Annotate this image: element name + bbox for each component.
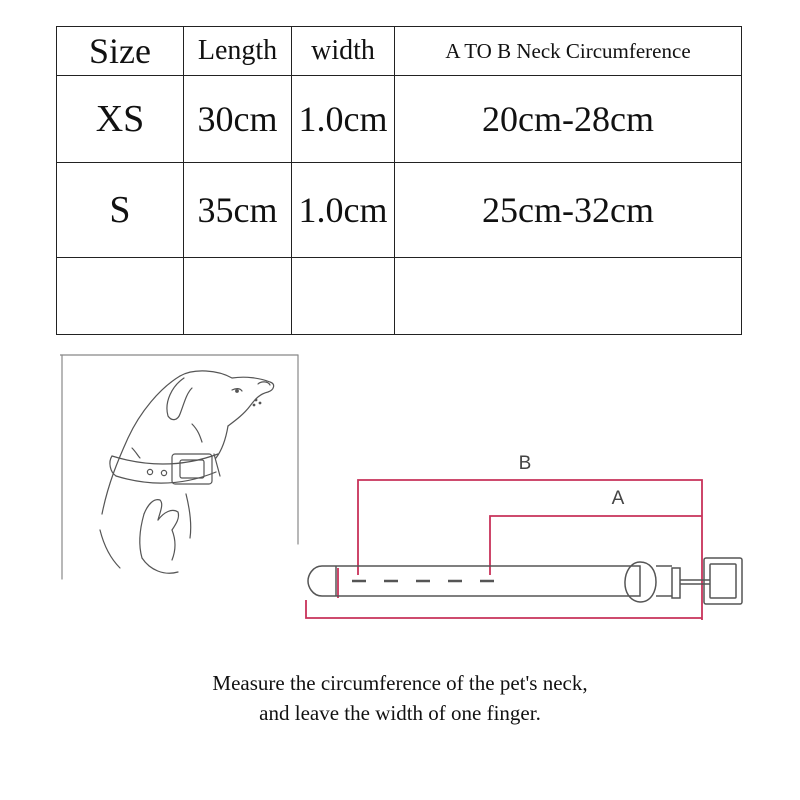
cell-size: XS <box>57 76 184 163</box>
dog-wearing-collar-icon <box>60 354 300 584</box>
cell-neck: 20cm-28cm <box>395 76 742 163</box>
table-header-row <box>57 27 742 76</box>
measurement-instructions <box>150 668 650 728</box>
cell-size: S <box>57 163 184 258</box>
header-length: Length <box>184 27 292 76</box>
caption-line-1: Measure the circumference of the pet's neck, <box>212 671 588 695</box>
dog-illustration <box>60 354 300 584</box>
empty-cell <box>57 258 184 335</box>
label-a: A <box>611 488 625 509</box>
header-neck-circumference: A TO B Neck Circumference <box>395 27 742 76</box>
caption-line-2: and leave the width of one finger. <box>259 701 541 725</box>
dimension-lines <box>306 480 702 620</box>
table-row <box>57 163 742 258</box>
cell-length: 35cm <box>184 163 292 258</box>
header-width: width <box>292 27 395 76</box>
cell-width: 1.0cm <box>292 163 395 258</box>
label-b: B <box>518 453 532 474</box>
empty-cell <box>292 258 395 335</box>
empty-cell <box>395 258 742 335</box>
cell-width: 1.0cm <box>292 76 395 163</box>
table-row-empty <box>57 258 742 335</box>
cell-neck: 25cm-32cm <box>395 163 742 258</box>
table-row <box>57 76 742 163</box>
cell-length: 30cm <box>184 76 292 163</box>
header-size: Size <box>57 27 184 76</box>
collar-strap-icon <box>308 558 742 604</box>
collar-diagram-svg <box>300 440 760 630</box>
size-chart-table <box>56 26 742 335</box>
empty-cell <box>184 258 292 335</box>
collar-measurement-diagram <box>300 440 760 630</box>
